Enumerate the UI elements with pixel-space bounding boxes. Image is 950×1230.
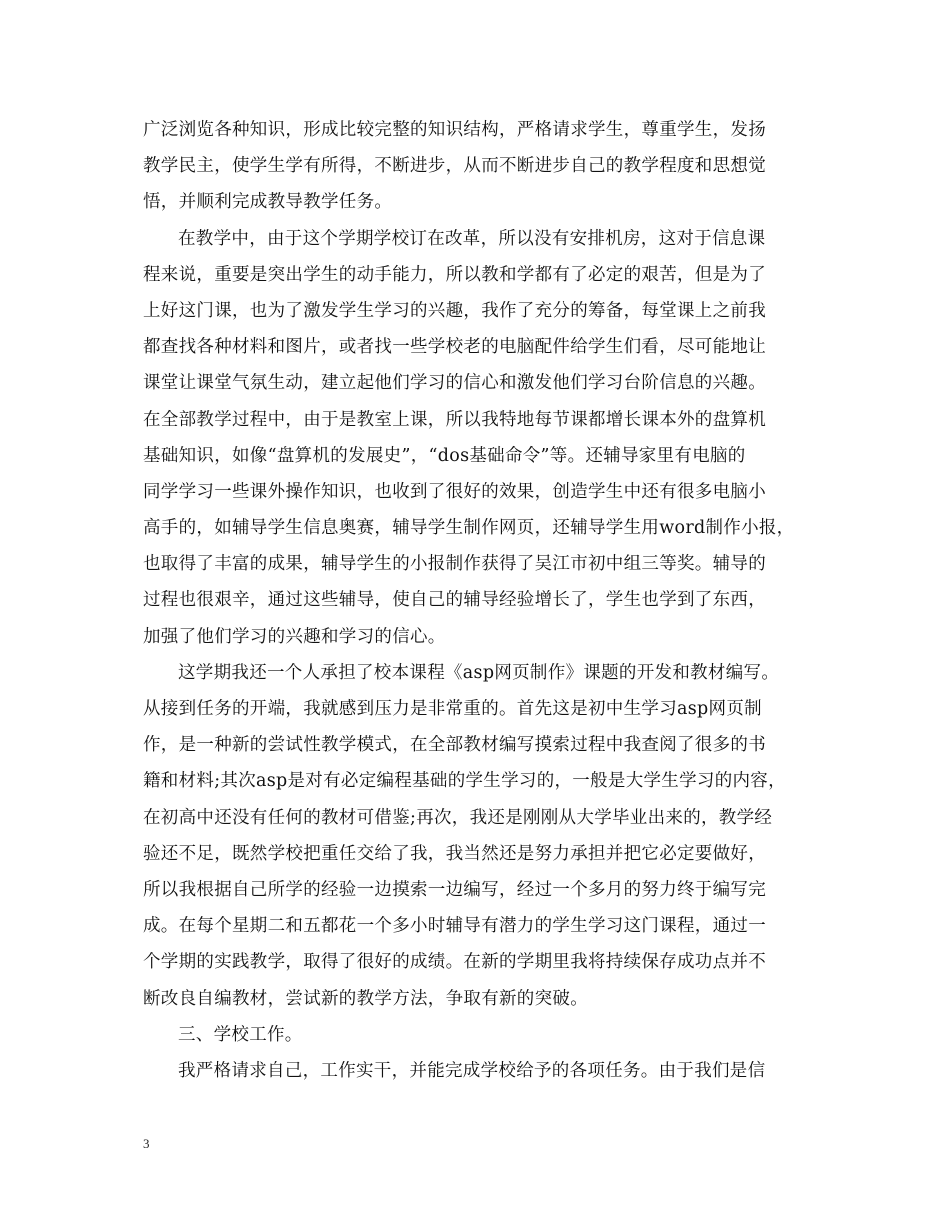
text-line: 广泛浏览各种知识，形成比较完整的知识结构，严格请求学生，尊重学生，发扬: [143, 120, 766, 140]
text-line: 作，是一种新的尝试性教学模式，在全部教材编写摸索过程中我查阅了很多的书: [143, 735, 766, 756]
text-line: 过程也很艰辛，通过这些辅导，使自己的辅导经验增长了，学生也学到了东西，: [143, 590, 766, 611]
text-line: 成。在每个星期二和五都花一个多小时辅导有潜力的学生学习这门课程，通过一: [143, 916, 766, 937]
text-line: 高手的，如辅导学生信息奥赛，辅导学生制作网页，还辅导学生用word制作小报，: [143, 518, 795, 539]
text-line: 在教学中，由于这个学期学校订在改革，所以没有安排机房，这对于信息课: [178, 228, 766, 249]
text-line: 在初高中还没有任何的教材可借鉴;再次，我还是刚刚从大学毕业出来的，教学经: [143, 807, 773, 828]
text-line: 所以我根据自己所学的经验一边摸索一边编写，经过一个多月的努力终于编写完: [143, 879, 766, 900]
text-line: 从接到任务的开端，我就感到压力是非常重的。首先这是初中生学习asp网页制: [143, 699, 762, 719]
text-line: 悟，并顺利完成教导教学任务。: [143, 192, 393, 213]
text-line: 籍和材料;其次asp是对有必定编程基础的学生学习的，一般是大学生学习的内容，: [143, 771, 786, 792]
text-line: 加强了他们学习的兴趣和学习的信心。: [143, 626, 446, 647]
text-line: 在全部教学过程中，由于是教室上课，所以我特地每节课都增长课本外的盘算机: [143, 409, 766, 430]
document-body: [143, 112, 811, 1089]
text-line: 我严格请求自己，工作实干，并能完成学校给予的各项任务。由于我们是信: [178, 1060, 766, 1081]
text-line: 断改良自编教材，尝试新的教学方法，争取有新的突破。: [143, 988, 588, 1009]
text-line: 也取得了丰富的成果，辅导学生的小报制作获得了吴江市初中组三等奖。辅导的: [143, 554, 766, 575]
text-line: 课堂让课堂气氛生动，建立起他们学习的信心和激发他们学习台阶信息的兴趣。: [143, 373, 766, 394]
text-line: 上好这门课，也为了激发学生学习的兴趣，我作了充分的筹备，每堂课上之前我: [143, 300, 766, 321]
page-number: 3: [143, 1136, 150, 1151]
text-line: 同学学习一些课外操作知识，也收到了很好的效果，创造学生中还有很多电脑小: [143, 481, 766, 502]
text-line: 教学民主，使学生学有所得，不断进步，从而不断进步自己的教学程度和思想觉: [143, 156, 766, 177]
text-line: 基础知识，如像“盘算机的发展史”，“dos基础命令”等。还辅导家里有电脑的: [143, 445, 746, 466]
text-line: 个学期的实践教学，取得了很好的成绩。在新的学期里我将持续保存成功点并不: [143, 952, 766, 973]
text-line: 三、学校工作。: [178, 1024, 303, 1045]
text-line: 这学期我还一个人承担了校本课程《asp网页制作》课题的开发和教材编写。: [178, 662, 780, 683]
text-line: 都查找各种材料和图片，或者找一些学校老的电脑配件给学生们看，尽可能地让: [143, 337, 766, 358]
text-line: 验还不足，既然学校把重任交给了我，我当然还是努力承担并把它必定要做好，: [143, 843, 766, 864]
text-line: 程来说，重要是突出学生的动手能力，所以教和学都有了必定的艰苦，但是为了: [143, 264, 766, 285]
